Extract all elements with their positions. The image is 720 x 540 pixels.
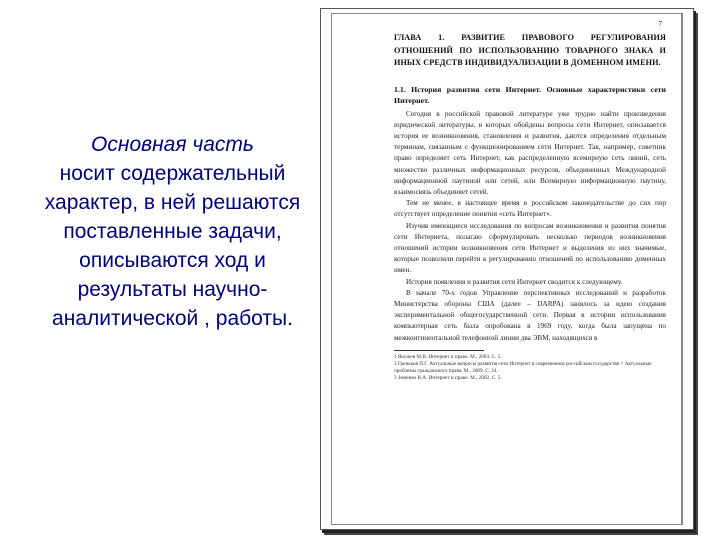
slide-body: носит содержательный характер, в ней решаются поставленные задачи, описываются ход и результаты научно-аналитической , работы.	[44, 162, 301, 330]
paragraph: Изучив имеющиеся исследования по вопросам возникновения и развития понятия сети Интернета, полагаю сформулировать несколько периодов возникновения отношений истории возникновения сети Интернет и выделения из них значимые, которые позволили перейти к регулированию отношений по использованию доменных имен.	[394, 221, 666, 275]
paragraph: В начале 70-х годов Управление перспективных исследований и разработок Министерства обороны США (далее – DARPA) занялось за идею создания экспериментальной общегосударственной сети. Первая в истории использования компьютерная сеть была опробована в 1969 году, когда была запущена по межконтинентальной телефонной линии два ЭВМ, находящихся в	[394, 288, 666, 342]
chapter-title: ГЛАВА 1. РАЗВИТИЕ ПРАВОВОГО РЕГУЛИРОВАНИЯ ОТНОШЕНИЙ ПО ИСПОЛЬЗОВАНИЮ ТОВАРНОГО ЗНАКА И ИНЫХ СРЕДСТВ ИНДИВИДУАЛИЗАЦИИ В ДОМЕННОМ ИМЕНИ.	[394, 33, 666, 67]
paragraph: История появления и развития сети Интернет сводится к следующему.	[406, 277, 623, 286]
slide-heading: Основная часть	[91, 133, 254, 156]
footnote: 2 Греньков П.Г. Актуальные вопросы развития сети Интернет в современном российском государстве // Актуальные проблемы гражданского права. М., 2009. С. 24.	[394, 360, 652, 375]
footnote: 1 Якушев М.В. Интернет и право. М., 2003. С. 5.	[394, 353, 502, 360]
document-content	[394, 20, 666, 383]
footnote-divider	[394, 350, 484, 351]
section-title: 1.1. История развития сети Интернет. Основные характеристики сети Интернет.	[394, 84, 666, 105]
document-page	[331, 13, 683, 525]
paragraph: Сегодня в российской правовой литературе уже трудно найти произведения юридической литературы, в которых обойдены вопросы сети Интернет, описывается история ее возникновения, становления и развития, даются определения отдельным терминам, связанным с функционированием сети Интернет. Так, например, советник право определяет сеть Интернет, как распределенную всемирную сеть линий, сеть множество различных информационных ресурсов, объединенных Международной информационной паутиной или сетей, или Всемирную информационную паутину, взаимосвязь объединяет сетей.	[394, 109, 666, 196]
footnote: 3 Зоменко В.А. Интернет и право. М., 2002. С. 5.	[394, 375, 502, 382]
page-number: 7	[658, 20, 662, 28]
paragraph: Тем не менее, в настоящее время в российском законодательстве до сих пор отсутствует определение понятия «сеть Интернет».	[394, 199, 666, 219]
slide-text	[30, 130, 315, 333]
document-page-image	[320, 8, 694, 530]
